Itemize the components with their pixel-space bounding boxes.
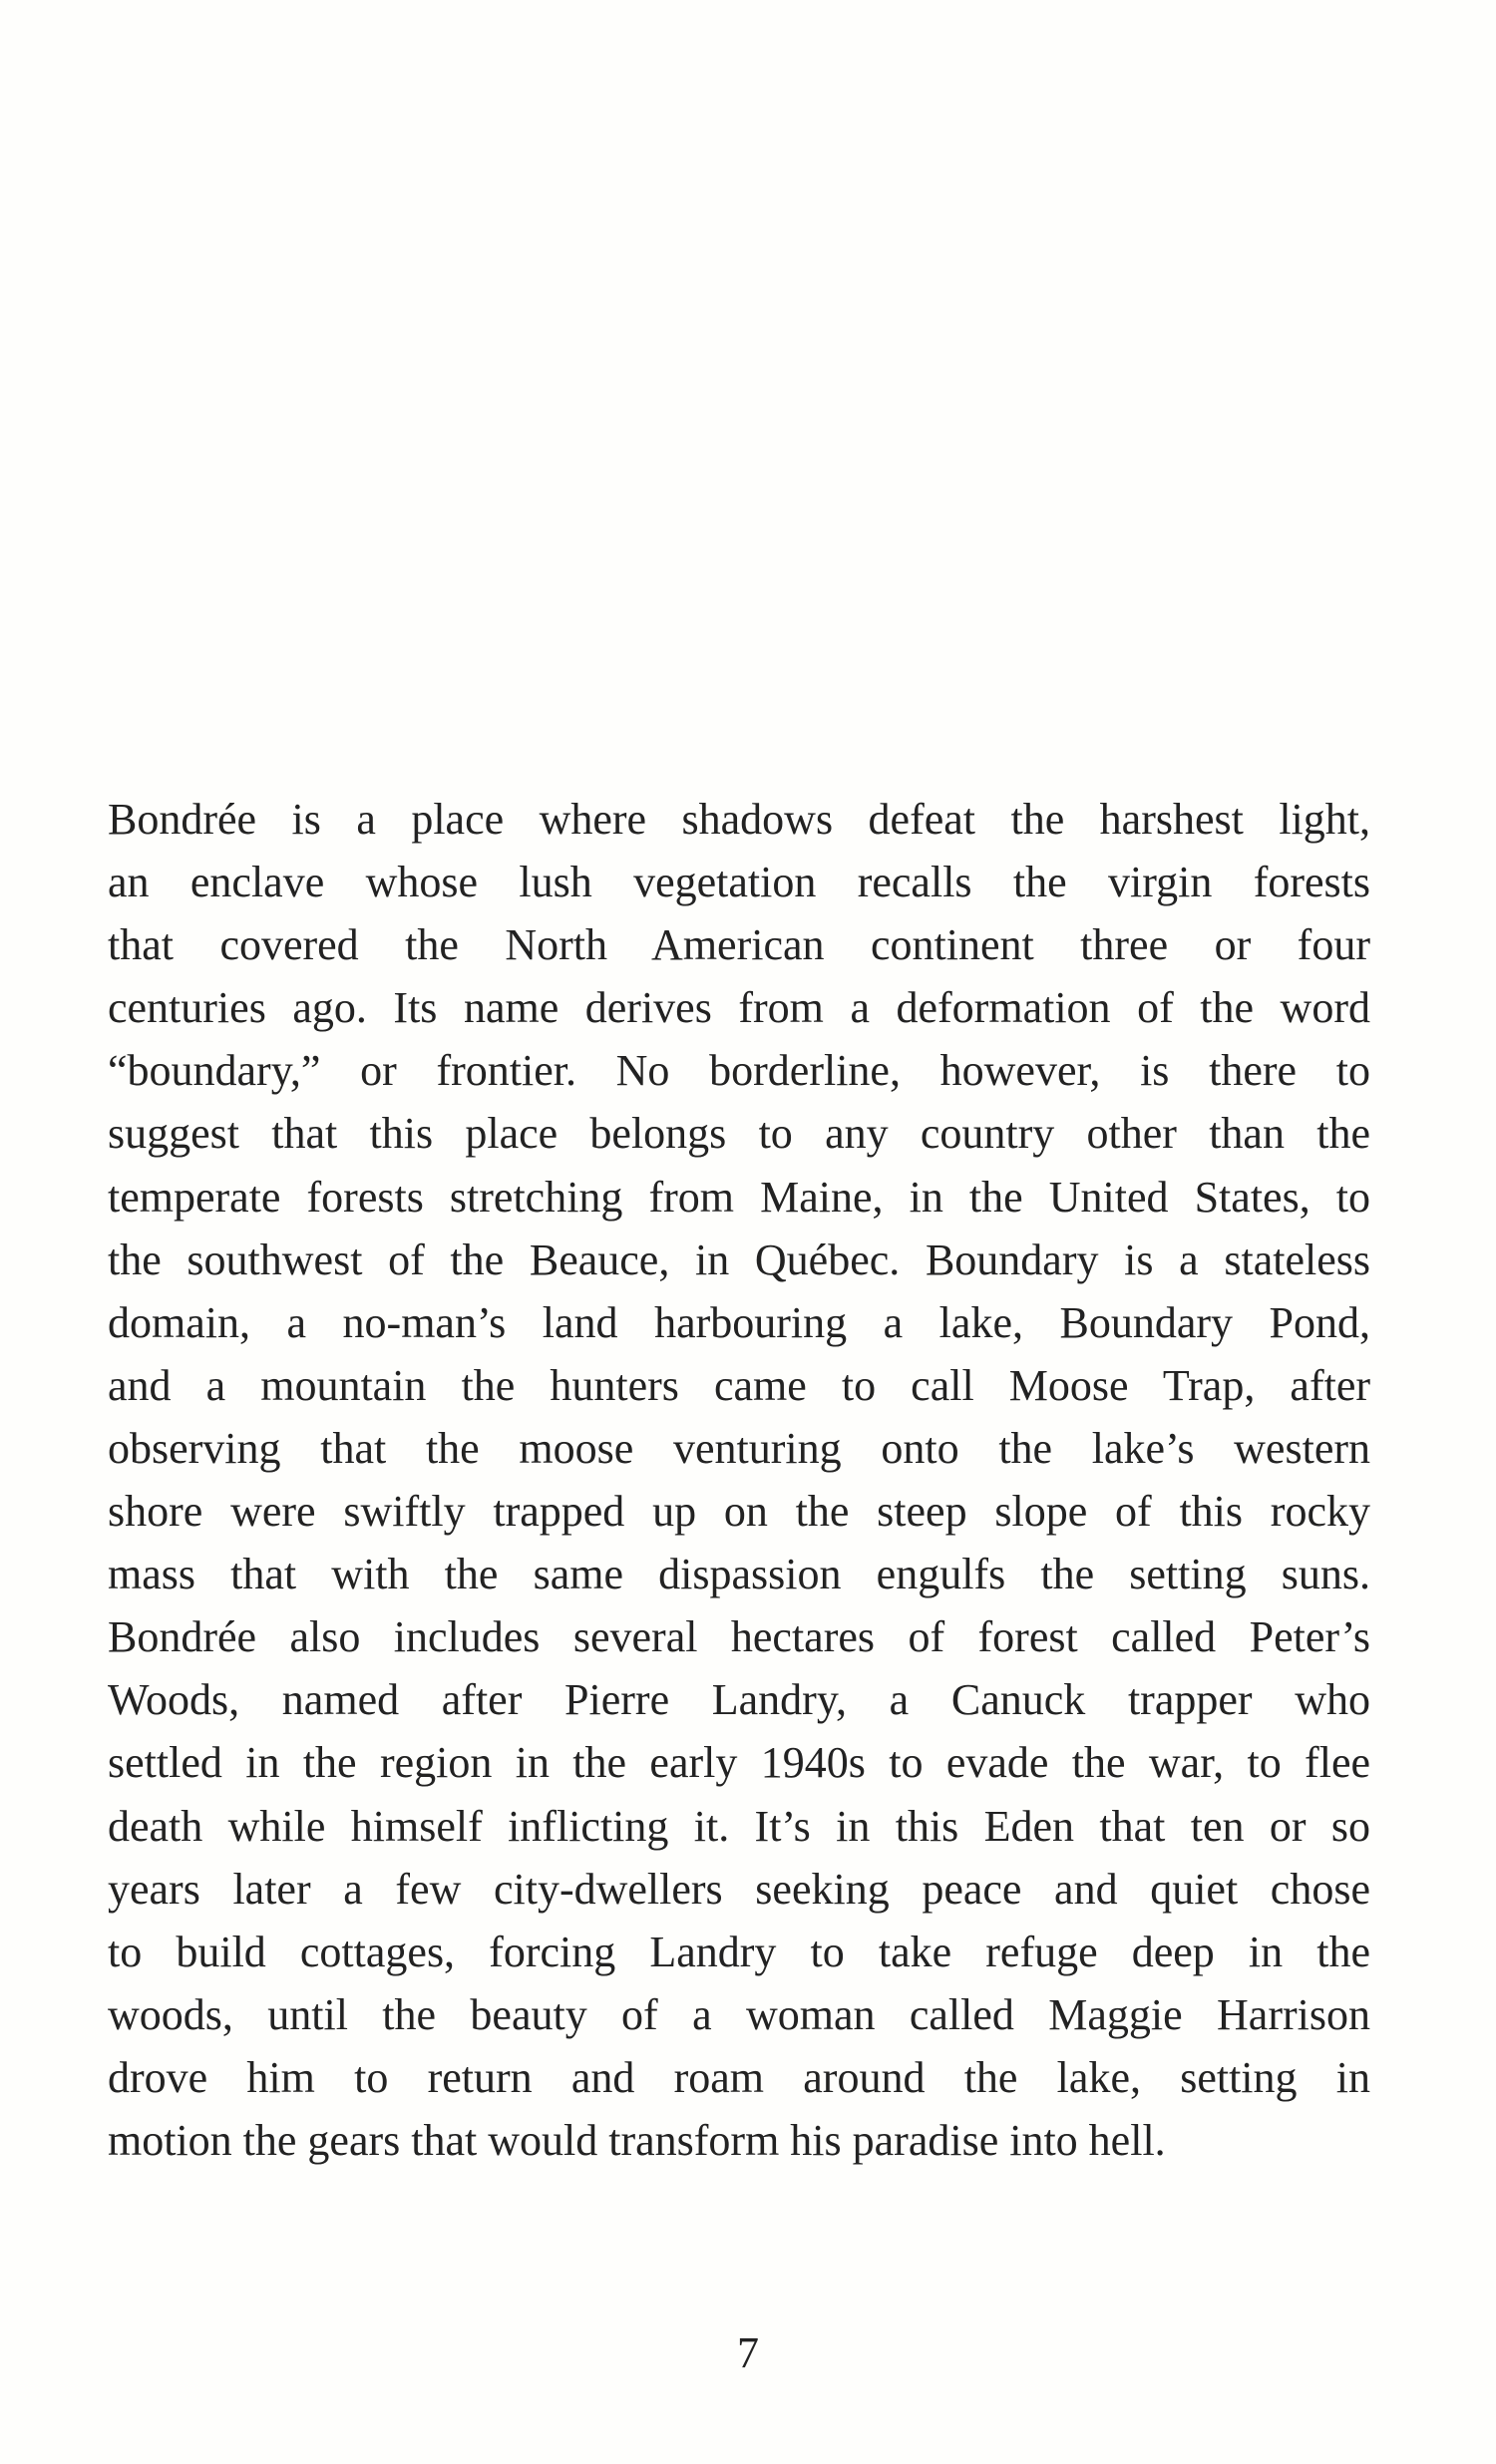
text-line: centuries ago. Its name derives from a deformation of the word: [108, 983, 1370, 1033]
text-line: temperate forests stretching from Maine, in the United States, to: [108, 1172, 1370, 1222]
text-line: domain, a no-man’s land harbouring a lake, Boundary Pond,: [108, 1297, 1370, 1347]
text-line: years later a few city-dwellers seeking peace and quiet chose: [108, 1864, 1370, 1914]
text-line: drove him to return and roam around the lake, setting in: [108, 2052, 1370, 2102]
body-paragraph: [108, 788, 1370, 2172]
text-line: motion the gears that would transform his paradise into hell.: [108, 2115, 1166, 2165]
text-line: and a mountain the hunters came to call Moose Trap, after: [108, 1360, 1370, 1410]
text-line: “boundary,” or frontier. No borderline, however, is there to: [108, 1046, 1370, 1096]
text-line: suggest that this place belongs to any country other than the: [108, 1109, 1370, 1159]
text-line: death while himself inflicting it. It’s in this Eden that ten or so: [108, 1801, 1370, 1851]
text-line: Bondrée is a place where shadows defeat the harshest light,: [108, 795, 1370, 844]
text-line: an enclave whose lush vegetation recalls the virgin forests: [108, 858, 1370, 907]
text-line: shore were swiftly trapped up on the steep slope of this rocky: [108, 1487, 1370, 1537]
text-line: the southwest of the Beauce, in Québec. Boundary is a stateless: [108, 1234, 1370, 1284]
text-line: Woods, named after Pierre Landry, a Canuck trapper who: [108, 1675, 1370, 1725]
text-line: woods, until the beauty of a woman called Maggie Harrison: [108, 1989, 1370, 2039]
text-line: mass that with the same dispassion engulfs the setting suns.: [108, 1550, 1370, 1599]
text-line: observing that the moose venturing onto the lake’s western: [108, 1423, 1370, 1473]
text-line: that covered the North American continent three or four: [108, 920, 1370, 970]
text-line: Bondrée also includes several hectares of forest called Peter’s: [108, 1612, 1370, 1662]
page-number: 7: [737, 2328, 759, 2377]
text-line: settled in the region in the early 1940s to evade the war, to flee: [108, 1738, 1370, 1788]
text-line: to build cottages, forcing Landry to take refuge deep in the: [108, 1927, 1370, 1976]
